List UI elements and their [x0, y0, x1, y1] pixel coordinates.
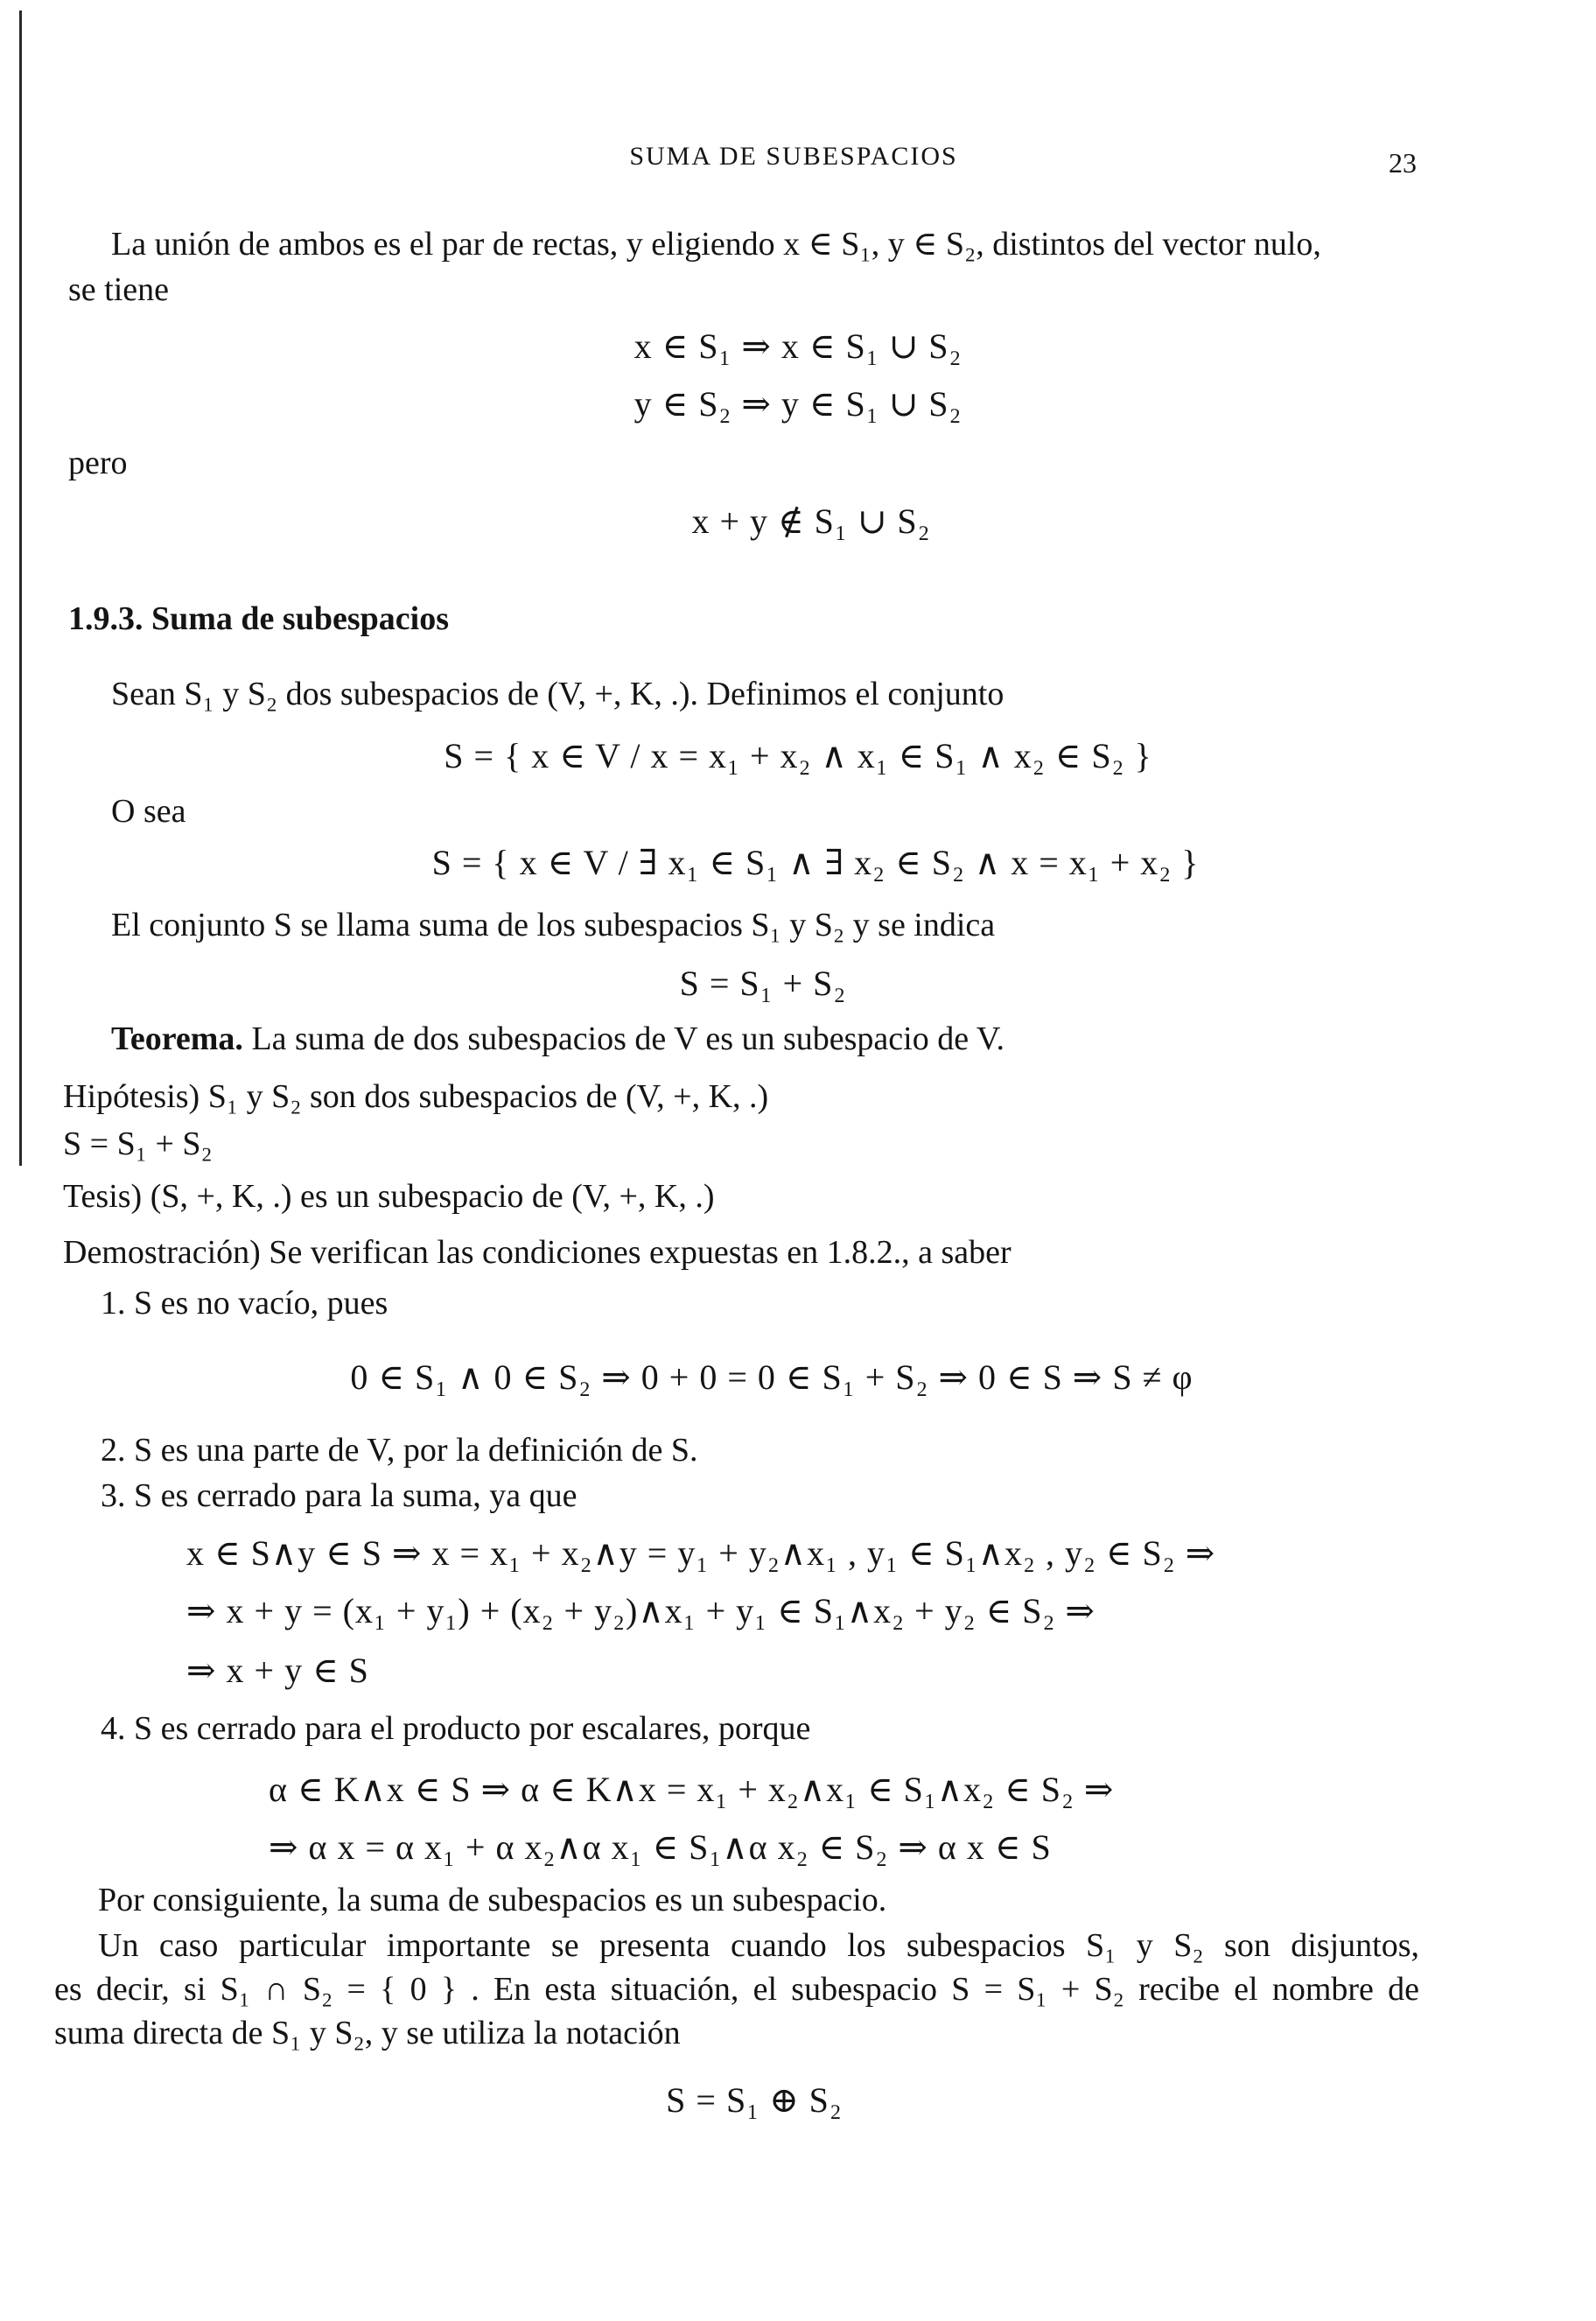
paragraph-line: O sea — [111, 793, 186, 830]
running-header: SUMA DE SUBESPACIOS — [629, 142, 958, 171]
equation: S = { x ∈ V / ∃ x₁ ∈ S₁ ∧ ∃ x₂ ∈ S₂ ∧ x = x₁ + x₂ } — [431, 843, 1200, 882]
thesis-line: Tesis) (S, +, K, .) es un subespacio de (V, +, K, .) — [63, 1178, 715, 1215]
paragraph-line: se tiene — [68, 271, 170, 308]
paragraph-line: Sean S₁ y S₂ dos subespacios de (V, +, K, .). Definimos el conjunto — [111, 676, 1004, 712]
proof-intro: Demostración) Se verifican las condiciones expuestas en 1.8.2., a saber — [63, 1234, 1012, 1271]
paragraph-line: suma directa de S₁ y S₂, y se utiliza la notación — [54, 2015, 681, 2051]
hypothesis-line: Hipótesis) S₁ y S₂ son dos subespacios de (V, +, K, .) — [63, 1078, 769, 1115]
equation: x + y ∉ S₁ ∪ S₂ — [691, 501, 931, 541]
page-number: 23 — [1389, 147, 1417, 179]
equation: α ∈ K∧x ∈ S ⇒ α ∈ K∧x = x₁ + x₂∧x₁ ∈ S₁∧x₂ ∈ S₂ ⇒ — [269, 1770, 1115, 1809]
equation: ⇒ x + y = (x₁ + y₁) + (x₂ + y₂)∧x₁ + y₁ ∈ S₁∧x₂ + y₂ ∈ S₂ ⇒ — [186, 1591, 1096, 1630]
equation: S = S₁ ⊕ S₂ — [666, 2080, 843, 2120]
section-heading: 1.9.3. Suma de subespacios — [68, 600, 449, 637]
equation: 0 ∈ S₁ ∧ 0 ∈ S₂ ⇒ 0 + 0 = 0 ∈ S₁ + S₂ ⇒ 0 ∈ S ⇒ S ≠ φ — [350, 1357, 1194, 1397]
list-item: 3. S es cerrado para la suma, ya que — [101, 1477, 578, 1514]
theorem-statement: La suma de dos subespacios de V es un subespacio de V. — [242, 1020, 1004, 1057]
equation: ⇒ α x = α x₁ + α x₂∧α x₁ ∈ S₁∧α x₂ ∈ S₂ ⇒ α x ∈ S — [269, 1827, 1052, 1867]
paragraph-line: Un caso particular importante se presenta cuando los subespacios S₁ y S₂ son disjuntos, — [98, 1927, 1419, 1964]
list-item: 4. S es cerrado para el producto por escalares, porque — [101, 1710, 811, 1747]
paragraph-line: es decir, si S₁ ∩ S₂ = { 0 } . En esta situación, el subespacio S = S₁ + S₂ recibe el nombre de — [54, 1971, 1419, 2008]
list-item: 2. S es una parte de V, por la definición de S. — [101, 1432, 698, 1469]
equation: ⇒ x + y ∈ S — [186, 1651, 369, 1690]
paragraph-line: pero — [68, 445, 128, 481]
equation: x ∈ S₁ ⇒ x ∈ S₁ ∪ S₂ — [634, 326, 962, 366]
theorem-label: Teorema. — [111, 1020, 243, 1057]
paragraph-line: El conjunto S se llama suma de los subespacios S₁ y S₂ y se indica — [111, 907, 996, 943]
hypothesis-line: S = S₁ + S₂ — [63, 1125, 213, 1162]
equation: S = { x ∈ V / x = x₁ + x₂ ∧ x₁ ∈ S₁ ∧ x₂ ∈ S₂ } — [444, 736, 1152, 775]
equation: x ∈ S∧y ∈ S ⇒ x = x₁ + x₂∧y = y₁ + y₂∧x₁ , y₁ ∈ S₁∧x₂ , y₂ ∈ S₂ ⇒ — [186, 1533, 1216, 1573]
theorem-line — [111, 1020, 1004, 1059]
list-item: 1. S es no vacío, pues — [101, 1285, 388, 1322]
paragraph-line: Por consiguiente, la suma de subespacios es un subespacio. — [98, 1882, 887, 1918]
paragraph-line: La unión de ambos es el par de rectas, y eligiendo x ∈ S₁, y ∈ S₂, distintos del vector nulo, — [111, 226, 1321, 263]
equation: y ∈ S₂ ⇒ y ∈ S₁ ∪ S₂ — [634, 384, 962, 424]
equation: S = S₁ + S₂ — [679, 964, 847, 1003]
